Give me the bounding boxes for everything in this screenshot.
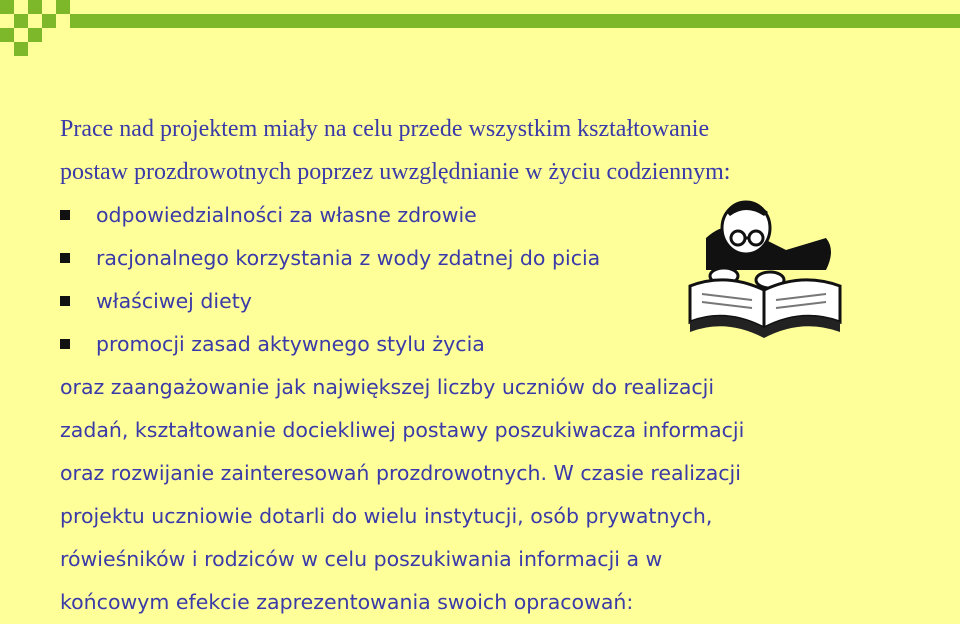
reading-book-clipart-icon (686, 190, 844, 340)
bullet-text: odpowiedzialności za własne zdrowie (96, 203, 477, 227)
top-accent-bar (70, 14, 960, 28)
bullet-text: racjonalnego korzystania z wody zdatnej do picia (96, 246, 601, 270)
square-bullet-icon (60, 339, 70, 349)
slide-body (60, 108, 880, 624)
closing-line: końcowym efekcie zaprezentowania swoich opracowań: (60, 590, 634, 614)
bullet-text: właściwej diety (96, 289, 252, 313)
square-bullet-icon (60, 296, 70, 306)
square-bullet-icon (60, 253, 70, 263)
intro-line: postaw prozdrowotnych poprzez uwzględnianie w życiu codziennym: (60, 159, 731, 185)
intro-line: Prace nad projektem miały na celu przede wszystkim kształtowanie (60, 116, 710, 142)
closing-line: rówieśników i rodziców w celu poszukiwania informacji a w (60, 547, 663, 571)
bullet-text: promocji zasad aktywnego stylu życia (96, 332, 485, 356)
closing-line: zadań, kształtowanie dociekliwej postawy poszukiwacza informacji (60, 418, 745, 442)
closing-line: oraz zaangażowanie jak największej liczby uczniów do realizacji (60, 375, 715, 399)
closing-line: oraz rozwijanie zainteresowań prozdrowotnych. W czasie realizacji (60, 461, 741, 485)
closing-line: projektu uczniowie dotarli do wielu instytucji, osób prywatnych, (60, 504, 713, 528)
square-bullet-icon (60, 210, 70, 220)
